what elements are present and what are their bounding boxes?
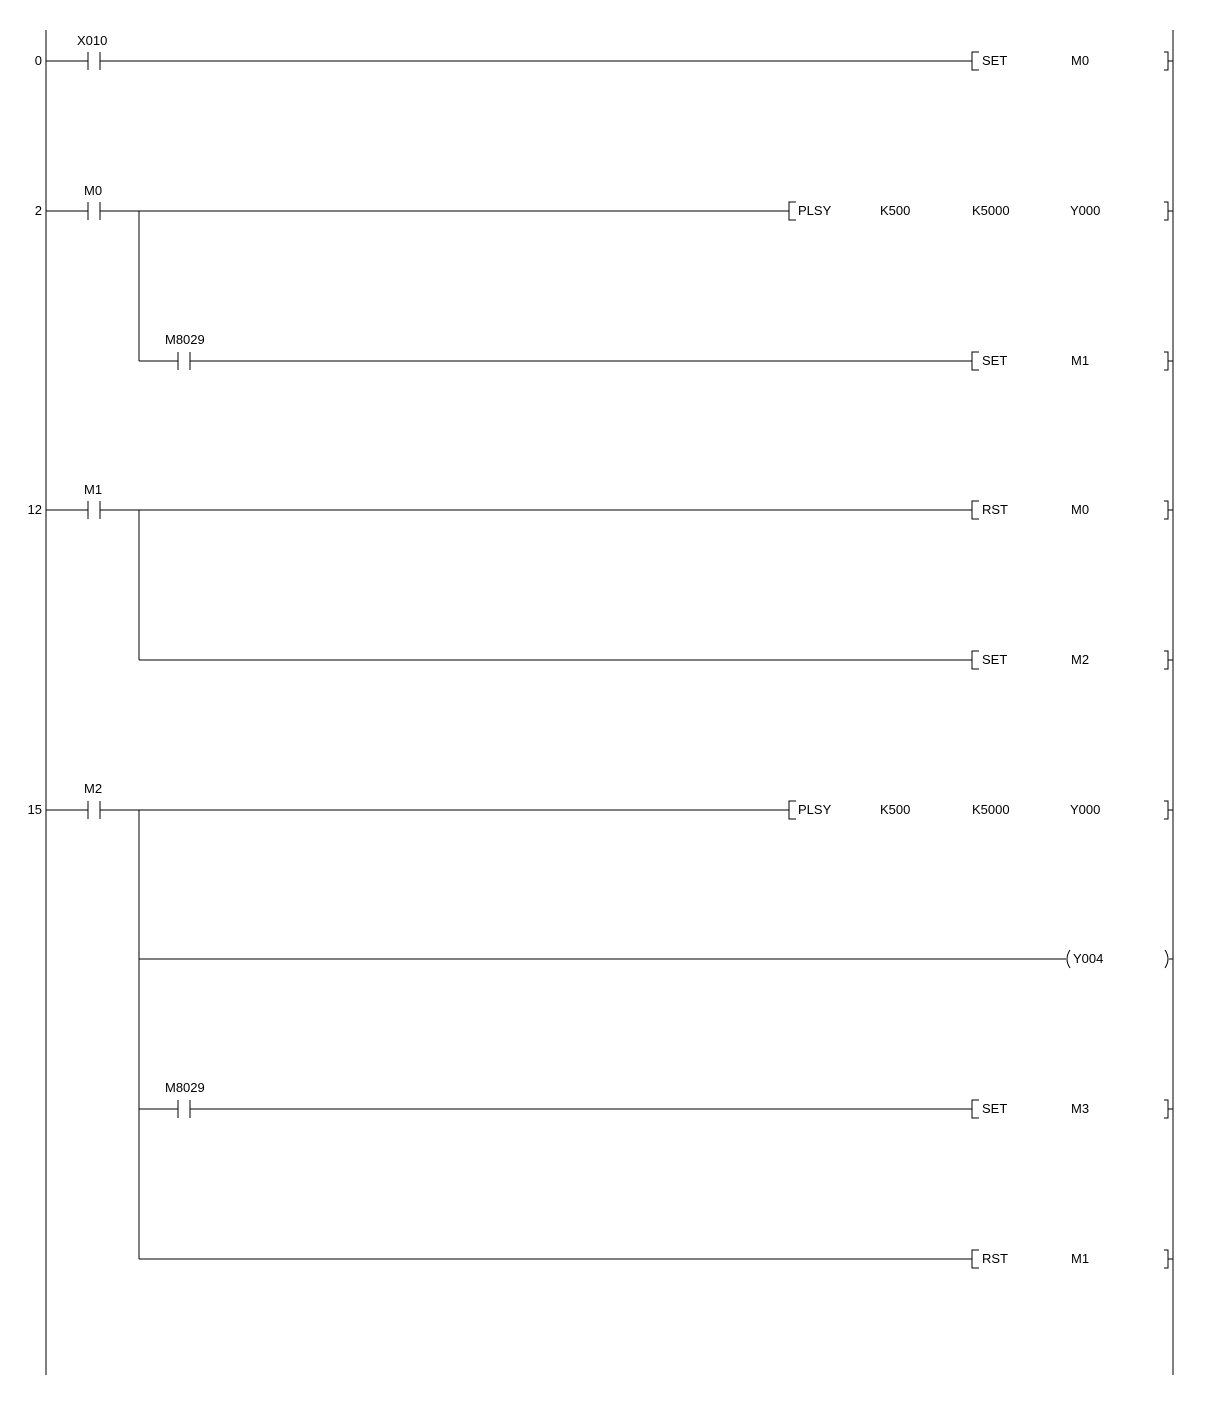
- instruction-operand: M0: [1071, 502, 1090, 517]
- contact-m2: [84, 781, 102, 819]
- instruction-rst-m0: [966, 501, 1173, 519]
- instruction-operand: M0: [1071, 53, 1090, 68]
- step-number: 2: [34, 203, 42, 218]
- instruction-op: SET: [982, 1101, 1008, 1116]
- instruction-op: PLSY: [798, 203, 832, 218]
- instruction-operand: M2: [1071, 652, 1090, 667]
- contact-m0: [84, 183, 102, 220]
- coil-left-arc: [1062, 950, 1070, 968]
- instruction-bracket-close: [1164, 501, 1173, 519]
- instruction-bracket-close: [1164, 352, 1173, 370]
- step-number: 0: [34, 53, 42, 68]
- contact-label: M0: [84, 183, 103, 198]
- instruction-operand: M1: [1071, 353, 1090, 368]
- instruction-rst-m1: [966, 1250, 1173, 1268]
- instruction-bracket-close: [1164, 801, 1173, 819]
- contact-m8029: [165, 1080, 205, 1118]
- instruction-bracket-open: [783, 202, 796, 220]
- instruction-op: PLSY: [798, 802, 832, 817]
- rung-12: [28, 482, 1173, 669]
- instruction-operand: K500: [880, 802, 911, 817]
- rung-2: [35, 183, 1173, 370]
- instruction-bracket-close: [1164, 1100, 1173, 1118]
- instruction-bracket-open: [966, 501, 979, 519]
- contact-label: M1: [84, 482, 103, 497]
- instruction-op: SET: [982, 53, 1008, 68]
- contact-label: M8029: [165, 332, 205, 347]
- instruction-bracket-open: [966, 1250, 979, 1268]
- instruction-bracket-close: [1164, 52, 1173, 70]
- rung-15: [28, 781, 1173, 1268]
- instruction-operand: M3: [1071, 1101, 1090, 1116]
- contact-label: M8029: [165, 1080, 205, 1095]
- contact-m1: [84, 482, 102, 519]
- instruction-operand: K500: [880, 203, 911, 218]
- coil-right-arc: [1165, 950, 1173, 968]
- instruction-bracket-open: [966, 52, 979, 70]
- coil-y004: [1062, 950, 1173, 968]
- instruction-set-m0: [966, 52, 1173, 70]
- instruction-plsy: [783, 202, 1173, 220]
- step-number: 15: [27, 802, 42, 817]
- rung-0: [35, 33, 1173, 70]
- instruction-operand: K5000: [972, 802, 1010, 817]
- contact-m8029: [165, 332, 205, 370]
- instruction-operand: Y000: [1070, 802, 1101, 817]
- instruction-set-m2: [966, 651, 1173, 669]
- instruction-op: SET: [982, 353, 1008, 368]
- instruction-op: RST: [982, 1251, 1008, 1266]
- instruction-set-m3: [966, 1100, 1173, 1118]
- instruction-bracket-close: [1164, 1250, 1173, 1268]
- instruction-operand: M1: [1071, 1251, 1090, 1266]
- instruction-bracket-open: [783, 801, 796, 819]
- instruction-plsy: [783, 801, 1173, 819]
- instruction-bracket-open: [966, 651, 979, 669]
- instruction-bracket-close: [1164, 202, 1173, 220]
- instruction-operand: K5000: [972, 203, 1010, 218]
- instruction-set-m1: [966, 352, 1173, 370]
- contact-x010: [77, 33, 107, 70]
- instruction-op: RST: [982, 502, 1008, 517]
- instruction-operand: Y000: [1070, 203, 1101, 218]
- instruction-bracket-open: [966, 352, 979, 370]
- coil-label: Y004: [1073, 951, 1104, 966]
- instruction-op: SET: [982, 652, 1008, 667]
- step-number: 12: [27, 502, 42, 517]
- contact-label: X010: [77, 33, 108, 48]
- instruction-bracket-close: [1164, 651, 1173, 669]
- instruction-bracket-open: [966, 1100, 979, 1118]
- contact-label: M2: [84, 781, 103, 796]
